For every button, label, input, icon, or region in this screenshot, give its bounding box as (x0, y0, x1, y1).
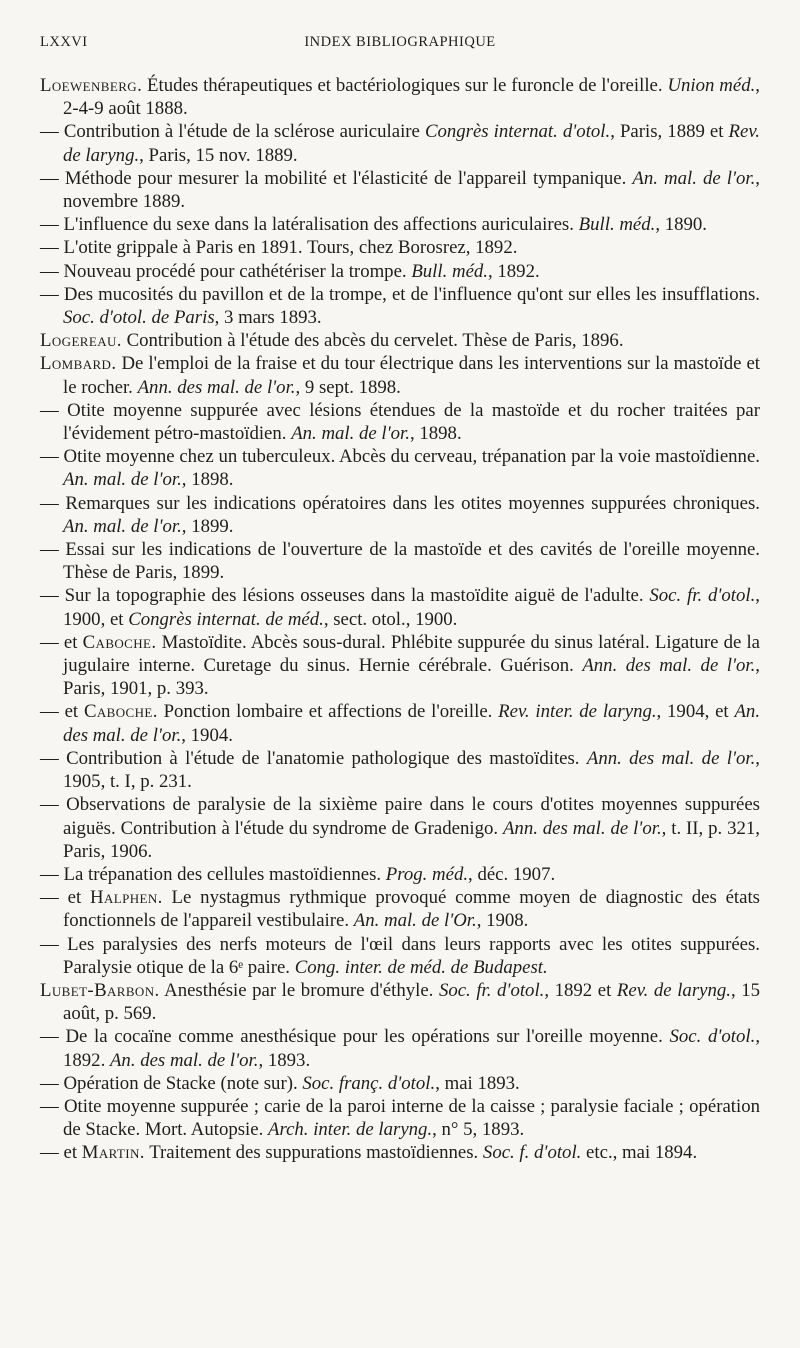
entry-text: , déc. 1907. (468, 863, 556, 885)
entry-text: Contribution à l'étude de l'anatomie pathologique des mastoïdites. (66, 747, 587, 769)
bibliography-entry (40, 1025, 760, 1071)
entry-text: Otite moyenne suppurée ; carie de la paroi interne de la caisse ; paralysie faciale ; opération de Stacke. Mort. Autopsie. (63, 1095, 761, 1141)
publication-title: Soc. d'otol. (669, 1026, 756, 1048)
co-author: Caboche. (83, 701, 158, 723)
entry-text: , 1890. (655, 214, 707, 236)
ditto-dash: — (40, 167, 65, 189)
publication-title: An. mal. de l'Or. (353, 910, 477, 932)
publication-title: An. des mal. de l'or. (63, 701, 761, 746)
entry-text: , 3 mars 1893. (214, 307, 322, 329)
entry-text: , Paris, 15 nov. 1889. (139, 144, 298, 166)
publication-title: Arch. inter. de laryng. (268, 1119, 433, 1141)
publication-title: An. mal. de l'or. (291, 423, 410, 445)
publication-title: An. mal. de l'or. (63, 515, 182, 537)
entry-text: , Paris, 1889 et (610, 121, 729, 143)
entry-text: L'otite grippale à Paris en 1891. Tours, chez Borosrez, 1892. (63, 237, 518, 259)
bibliography-entry (40, 445, 760, 491)
bibliography-entry (40, 167, 760, 213)
bibliography-entry (40, 492, 760, 538)
bibliography-entry (40, 933, 760, 979)
entry-text: , 1892. (488, 260, 540, 282)
entry-text: Otite moyenne chez un tuberculeux. Abcès du cerveau, trépanation par la voie mastoïdienne. (63, 446, 760, 468)
bibliography-entry (40, 538, 760, 584)
entry-text: , 1898. (181, 469, 234, 491)
bibliography-entry (40, 352, 760, 398)
entry-text: , Paris, 1901, p. 393. (63, 655, 760, 700)
bibliography-entry (40, 1141, 760, 1164)
entry-text: , novembre 1889. (63, 167, 760, 213)
running-title: INDEX BIBLIOGRAPHIQUE (304, 34, 496, 50)
entry-text: Opération de Stacke (note sur). (63, 1072, 303, 1094)
entry-text: et (63, 1142, 82, 1164)
ditto-dash: — (40, 237, 64, 259)
ditto-dash: — (40, 260, 64, 282)
entry-text: , 1899. (181, 515, 234, 537)
ditto-dash: — (40, 1072, 64, 1094)
entry-text: et (63, 631, 83, 653)
entry-text: , 9 sept. 1898. (295, 376, 401, 398)
entry-text: , 1892. (63, 1026, 761, 1071)
entry-text: , 1893. (258, 1049, 311, 1071)
entry-text: De la cocaïne comme anesthésique pour les opérations sur l'oreille moyenne. (65, 1026, 670, 1048)
entry-text: etc., mai 1894. (581, 1142, 698, 1164)
publication-title: Ann. des mal. de l'or. (586, 747, 756, 769)
ditto-dash: — (40, 446, 64, 468)
co-author: Halphen. (89, 887, 163, 909)
entry-text: , n° 5, 1893. (432, 1119, 525, 1141)
entry-text: Le nystagmus rythmique provoqué comme moyen de diagnostic des états fonctionnels de l'appareil vestibulaire. (63, 887, 760, 932)
publication-title: Bull. méd. (411, 260, 488, 282)
entry-text: et (67, 887, 90, 909)
bibliography-entry (40, 863, 760, 886)
entry-text: Des mucosités du pavillon et de la trompe, et de l'influence qu'ont sur elles les insufflations. (63, 283, 760, 305)
entry-text: Remarques sur les indications opératoires dans les otites moyennes suppurées chroniques. (65, 492, 761, 514)
bibliography-entry (40, 329, 760, 352)
entry-text: Contribution à l'étude de la sclérose auriculaire (63, 121, 425, 143)
page-header (40, 34, 760, 54)
ditto-dash: — (40, 399, 68, 421)
entry-text: , sect. otol., 1900. (323, 608, 458, 630)
entry-text: et (64, 701, 84, 723)
ditto-dash: — (40, 747, 67, 769)
entry-text: Les paralysies des nerfs moteurs de l'œil dans leurs rapports avec les otites suppurées. Paralysie otique de la 6ᵉ paire. (63, 933, 760, 978)
entry-text: , 1904. (181, 724, 233, 746)
entry-author: Logereau. (40, 330, 122, 352)
bibliography-entry (40, 283, 760, 329)
entry-text: Essai sur les indications de l'ouverture de la mastoïde et des cavités de l'oreille moyenne. Thèse de Paris, 1899. (63, 539, 761, 584)
entry-text: La trépanation des cellules mastoïdiennes. (63, 863, 386, 885)
entry-text: , t. II, p. 321, Paris, 1906. (63, 817, 760, 862)
entry-text: , 1908. (476, 910, 529, 932)
entry-text: , 1898. (409, 423, 462, 445)
bibliography-entry (40, 700, 760, 746)
bibliography-entry (40, 236, 760, 259)
entry-text: Nouveau procédé pour cathétériser la trompe. (63, 260, 412, 282)
entry-text: Traitement des suppurations mastoïdiennes. (144, 1142, 483, 1164)
publication-title: An. des mal. de l'or. (109, 1049, 259, 1071)
bibliography-entry (40, 120, 760, 166)
publication-title: Prog. méd. (385, 863, 469, 885)
ditto-dash: — (40, 585, 65, 607)
entry-text: , 1904, et (656, 701, 735, 723)
ditto-dash: — (40, 863, 64, 885)
bibliography-entry (40, 1095, 760, 1141)
ditto-dash: — (40, 283, 64, 305)
bibliography-entry (40, 260, 760, 283)
publication-title: Soc. fr. d'otol. (649, 585, 756, 607)
publication-title: Ann. des mal. de l'or. (582, 655, 756, 677)
publication-title: Congrès internat. de méd. (128, 608, 324, 630)
entry-text: Anesthésie par le bromure d'éthyle. (159, 979, 439, 1001)
entry-text: L'influence du sexe dans la latéralisation des affections auriculaires. (63, 214, 579, 236)
publication-title: Rev. inter. de laryng. (498, 701, 657, 723)
publication-title: Rev. de laryng. (63, 121, 760, 166)
ditto-dash: — (40, 1142, 64, 1164)
bibliography-list (40, 74, 760, 1165)
ditto-dash: — (40, 933, 68, 955)
publication-title: Soc. f. d'otol. (482, 1142, 582, 1164)
bibliography-entry (40, 793, 760, 863)
publication-title: Soc. fr. d'otol. (438, 979, 545, 1001)
entry-text: De l'emploi de la fraise et du tour électrique dans les interventions sur la mastoïde et le rocher. (63, 353, 760, 398)
entry-text: Observations de paralysie de la sixième paire dans le cours d'otites moyennes suppurées aiguës. Contribution à l'étude du syndrome de Gradenigo. (63, 794, 760, 839)
bibliography-entry (40, 886, 760, 932)
bibliography-entry (40, 74, 760, 120)
publication-title: An. mal. de l'or. (63, 469, 182, 491)
bibliography-entry (40, 979, 760, 1025)
entry-text: , 15 août, p. 569. (63, 979, 761, 1025)
bibliography-entry (40, 213, 760, 236)
ditto-dash: — (40, 701, 65, 723)
ditto-dash: — (40, 631, 64, 653)
ditto-dash: — (40, 887, 68, 909)
ditto-dash: — (40, 214, 64, 236)
entry-text: , 1892 et (544, 979, 617, 1001)
publication-title: Rev. de laryng. (616, 979, 731, 1001)
publication-title: Soc. franç. d'otol. (302, 1072, 436, 1094)
page-number: LXXVI (40, 34, 88, 50)
co-author: Caboche. (82, 631, 157, 653)
entry-text: Contribution à l'étude des abcès du cervelet. Thèse de Paris, 1896. (121, 330, 624, 352)
entry-text: , 2-4-9 août 1888. (63, 75, 760, 120)
entry-text: Otite moyenne suppurée avec lésions étendues de la mastoïde et du rocher traitées par l'évidement pétro-mastoïdien. (63, 399, 760, 445)
co-author: Martin. (81, 1142, 145, 1164)
publication-title: Union méd. (667, 75, 756, 96)
publication-title: Soc. d'otol. de Paris (63, 307, 215, 329)
entry-text: Sur la topographie des lésions osseuses dans la mastoïdite aiguë de l'adulte. (64, 585, 650, 607)
publication-title: An. mal. de l'or. (632, 167, 756, 189)
entry-text: Études thérapeutiques et bactériologiques sur le furoncle de l'oreille. (142, 75, 668, 96)
ditto-dash: — (40, 121, 64, 143)
entry-text: , 1905, t. I, p. 231. (63, 747, 760, 793)
bibliography-entry (40, 631, 760, 701)
bibliography-entry (40, 747, 760, 793)
bibliography-entry (40, 1072, 760, 1095)
publication-title: Congrès internat. d'otol. (424, 121, 611, 143)
publication-title: Bull. méd. (578, 214, 656, 236)
ditto-dash: — (40, 1026, 66, 1048)
bibliography-entry (40, 399, 760, 445)
ditto-dash: — (40, 794, 67, 816)
ditto-dash: — (40, 539, 66, 561)
bibliography-entry (40, 584, 760, 630)
ditto-dash: — (40, 1095, 64, 1117)
publication-title: Ann. des mal. de l'or. (137, 376, 296, 398)
entry-author: Lombard. (40, 353, 117, 375)
ditto-dash: — (40, 492, 66, 514)
publication-title: Cong. inter. de méd. de Budapest. (294, 956, 548, 978)
entry-author: Lubet-Barbon. (40, 979, 160, 1001)
entry-text: Mastoïdite. Abcès sous-dural. Phlébite suppurée du sinus latéral. Ligature de la jugulaire interne. Curetage du sinus. Hernie cérébrale. Guérison. (63, 631, 761, 677)
entry-text: Ponction lombaire et affections de l'oreille. (157, 701, 499, 723)
entry-text: , 1900, et (63, 585, 760, 630)
entry-author: Loewenberg. (40, 75, 143, 96)
entry-text: , mai 1893. (435, 1072, 520, 1094)
publication-title: Ann. des mal. de l'or. (502, 817, 662, 839)
entry-text: Méthode pour mesurer la mobilité et l'élasticité de l'appareil tympanique. (64, 167, 633, 189)
